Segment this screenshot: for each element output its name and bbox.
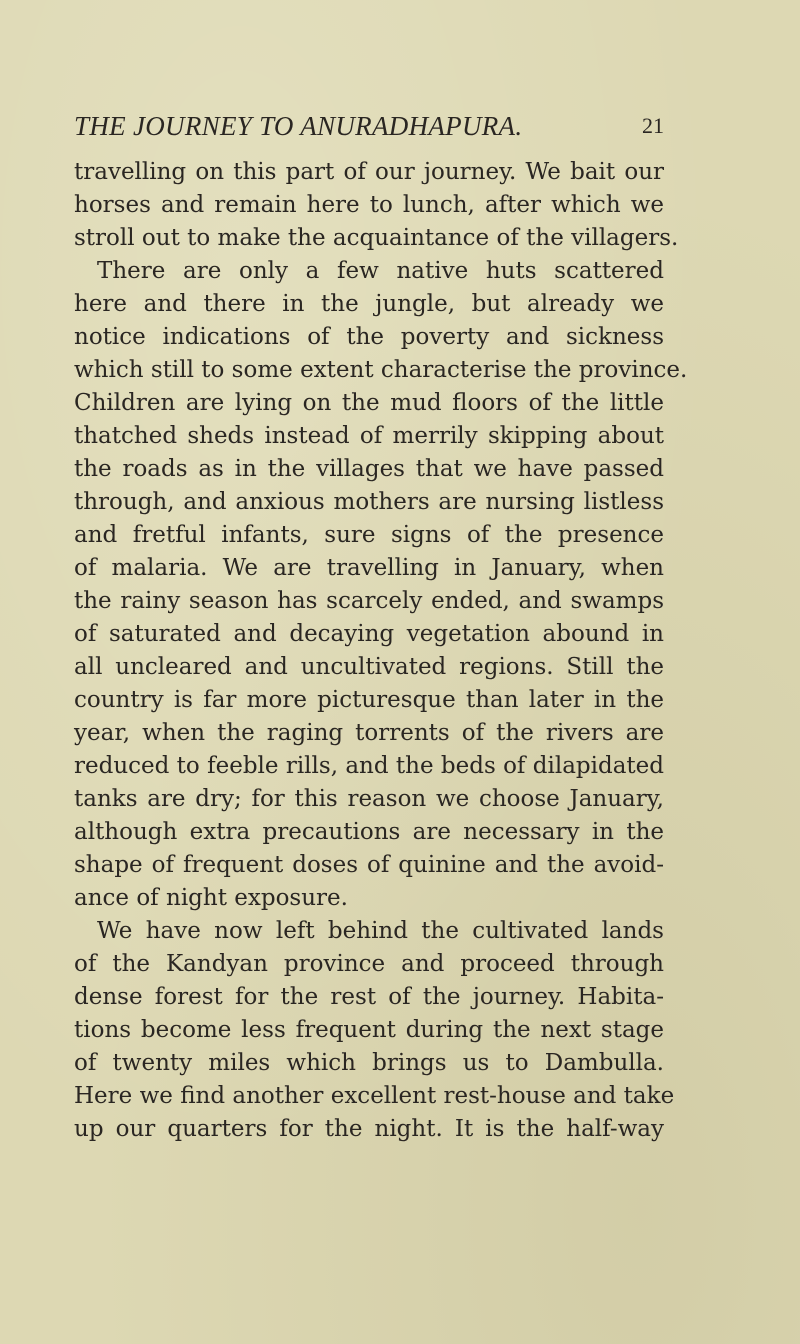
text-line: dense forest for the rest of the journey. Habita- xyxy=(74,984,664,1010)
text-line: horses and remain here to lunch, after which we xyxy=(74,192,664,218)
text-line: of malaria. We are travelling in January, when xyxy=(74,555,664,581)
text-line: the roads as in the villages that we have passed xyxy=(74,456,664,482)
text-line: reduced to feeble rills, and the beds of dilapidated xyxy=(74,753,664,779)
text-line: here and there in the jungle, but already we xyxy=(74,291,664,317)
text-line: and fretful infants, sure signs of the presence xyxy=(74,522,664,548)
text-line: of the Kandyan province and proceed through xyxy=(74,951,664,977)
text-line: all uncleared and uncultivated regions. Still the xyxy=(74,654,664,680)
body-text xyxy=(74,156,688,1146)
text-line: travelling on this part of our journey. We bait our xyxy=(74,159,664,185)
text-line: ance of night exposure. xyxy=(74,885,348,911)
page-number: 21 xyxy=(642,113,664,138)
page-header xyxy=(74,106,664,146)
text-line: of saturated and decaying vegetation abound in xyxy=(74,621,664,647)
text-line: We have now left behind the cultivated lands xyxy=(97,918,664,944)
text-line: shape of frequent doses of quinine and the avoid- xyxy=(74,852,664,878)
text-line: country is far more picturesque than later in the xyxy=(74,687,664,713)
text-line: thatched sheds instead of merrily skipping about xyxy=(74,423,664,449)
text-line: tanks are dry; for this reason we choose January, xyxy=(74,786,664,812)
text-line: stroll out to make the acquaintance of the villagers. xyxy=(74,225,679,251)
text-line: the rainy season has scarcely ended, and swamps xyxy=(74,588,664,614)
text-line: year, when the raging torrents of the rivers are xyxy=(74,720,664,746)
text-line: notice indications of the poverty and sickness xyxy=(74,324,664,350)
running-title: THE JOURNEY TO ANURADHAPURA. xyxy=(74,111,523,141)
text-line: of twenty miles which brings us to Dambulla. xyxy=(74,1050,664,1076)
text-line: tions become less frequent during the next stage xyxy=(74,1017,664,1043)
text-line: Here we find another excellent rest-house and take xyxy=(74,1083,675,1109)
text-line: up our quarters for the night. It is the half-way xyxy=(74,1116,664,1142)
text-line: There are only a few native huts scattered xyxy=(97,258,664,284)
text-line: Children are lying on the mud floors of the little xyxy=(74,390,664,416)
text-line: although extra precautions are necessary in the xyxy=(74,819,664,845)
text-line: which still to some extent characterise the province. xyxy=(74,357,688,383)
text-line: through, and anxious mothers are nursing listless xyxy=(74,489,664,515)
